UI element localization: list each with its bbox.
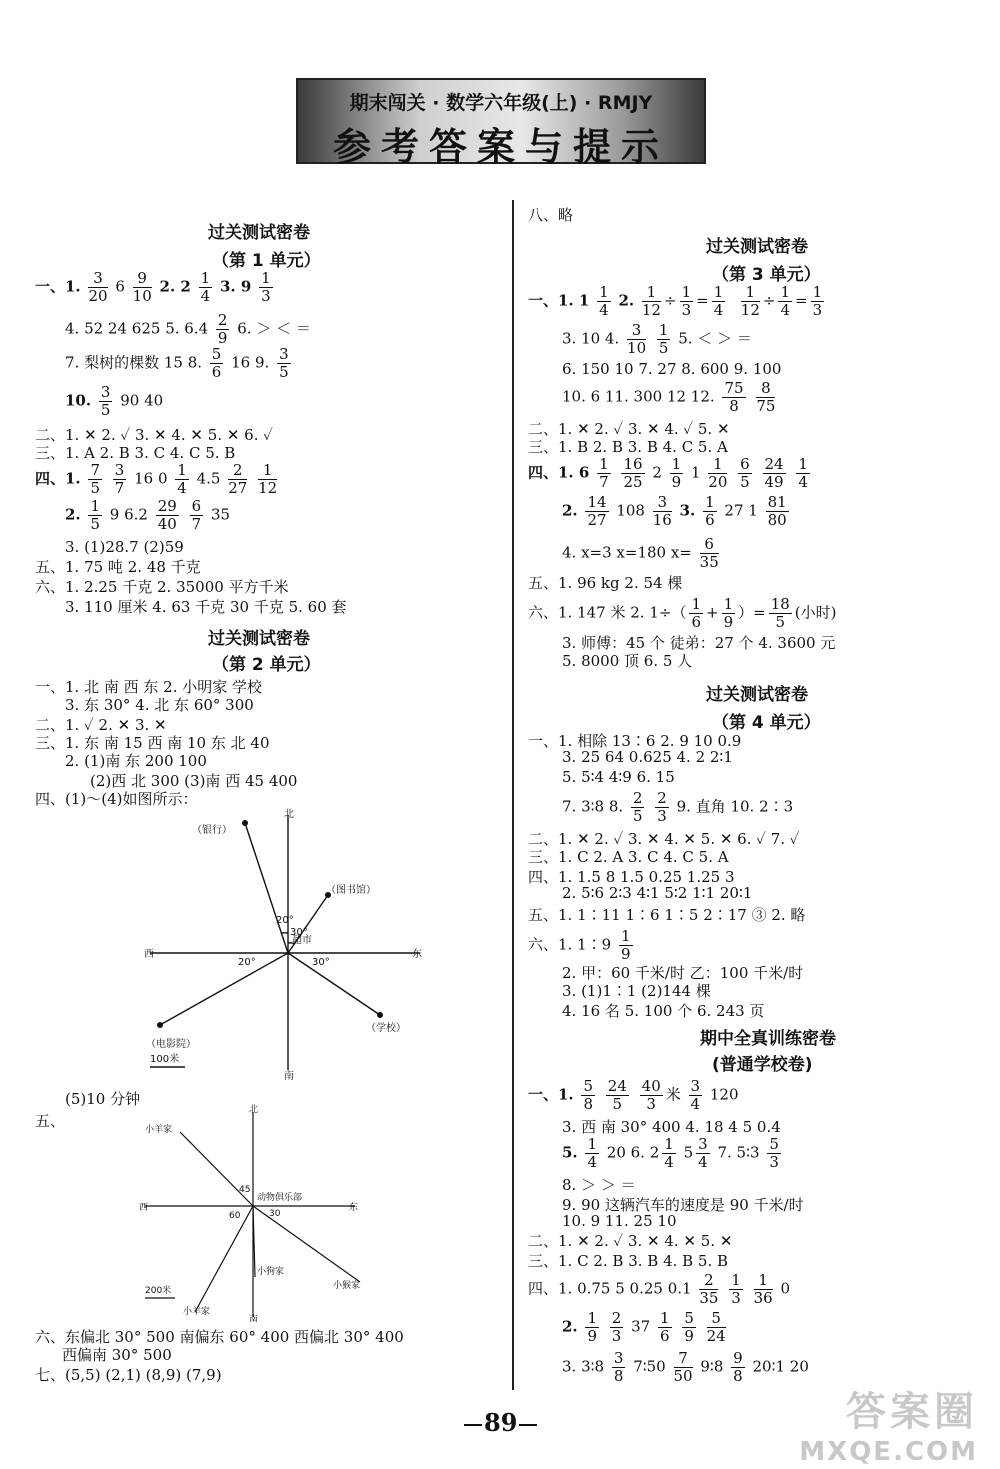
answer-text: 7∶50 bbox=[633, 1357, 666, 1376]
answer-line: 9. 90 这辆汽车的速度是 90 千米/时 bbox=[562, 1196, 804, 1214]
answer-line: 3. (1)28.7 (2)59 bbox=[65, 538, 184, 556]
answer-text: 1 bbox=[690, 463, 701, 482]
answer-text: = bbox=[795, 291, 808, 310]
fraction: $\frac{3}{4}$ bbox=[690, 1077, 701, 1113]
answer-text: 4. 52 24 625 5. 6.4 bbox=[65, 319, 209, 338]
place-label: 小羊家 bbox=[183, 1307, 211, 1317]
school-label: （学校） bbox=[366, 1023, 406, 1034]
fraction: $\frac{1}{3}$ bbox=[812, 283, 823, 319]
fraction: $\frac{2}{3}$ bbox=[611, 1309, 622, 1345]
fraction: $\frac{7}{50}$ bbox=[673, 1349, 693, 1385]
item-label: 一、1. bbox=[35, 277, 81, 296]
answer-line bbox=[528, 1272, 790, 1307]
scale-label: 200米 bbox=[145, 1286, 172, 1296]
angle-label: 45 bbox=[239, 1185, 251, 1195]
fraction: $\frac{81}{80}$ bbox=[767, 493, 787, 529]
column-divider bbox=[512, 200, 514, 1390]
fraction: $\frac{1}{12}$ bbox=[740, 283, 760, 319]
north-label: 北 bbox=[284, 809, 294, 820]
fraction: $\frac{14}{27}$ bbox=[587, 493, 607, 529]
east-label: 东 bbox=[412, 949, 422, 960]
fraction: $\frac{1}{6}$ bbox=[691, 595, 701, 631]
answer-text: 六、1. 1∶9 bbox=[528, 935, 612, 954]
bank-label: （银行） bbox=[192, 825, 232, 836]
fraction: $\frac{3}{5}$ bbox=[100, 383, 111, 419]
item-label: 2. 2 bbox=[159, 277, 191, 296]
answer-text: 7. 3∶8 8. bbox=[562, 797, 624, 816]
fraction: $\frac{18}{5}$ bbox=[770, 595, 790, 631]
answer-line: 八、略 bbox=[528, 206, 574, 224]
unit1-subtitle: （第 1 单元） bbox=[212, 251, 321, 271]
answer-line bbox=[528, 1078, 739, 1113]
answer-line: 5. 8000 顶 6. 5 人 bbox=[562, 652, 693, 670]
fraction: $\frac{6}{5}$ bbox=[740, 455, 750, 491]
fraction: $\frac{3}{5}$ bbox=[279, 345, 289, 381]
answer-text: 16 0 bbox=[134, 469, 168, 488]
fraction: $\frac{1}{20}$ bbox=[708, 455, 728, 491]
fraction: $\frac{1}{9}$ bbox=[671, 455, 682, 491]
answer-text: 27 1 bbox=[724, 501, 758, 520]
fraction: $\frac{3}{7}$ bbox=[114, 461, 125, 497]
answer-text: 9∶8 bbox=[700, 1357, 724, 1376]
fraction: $\frac{1}{36}$ bbox=[753, 1271, 773, 1307]
unit4-subtitle: （第 4 单元） bbox=[712, 713, 821, 733]
answer-line: 三、1. 东 南 15 西 南 10 东 北 40 bbox=[35, 734, 270, 752]
answer-text: 16 9. bbox=[231, 353, 270, 372]
answer-text: 10. 6 11. 300 12 12. bbox=[562, 387, 715, 406]
fraction: $\frac{75}{8}$ bbox=[724, 379, 744, 415]
answer-line: 3. (1)1∶1 (2)144 棵 bbox=[562, 982, 711, 1000]
header-banner bbox=[296, 78, 706, 169]
answer-line: 二、1. ✕ 2. ✓ 3. ✕ 4. ✕ 5. ✕ bbox=[528, 1232, 733, 1250]
answer-text: 4. x=3 x=180 x= bbox=[562, 543, 692, 562]
fraction: $\frac{1}{5}$ bbox=[90, 497, 100, 533]
answer-text: 5. ＜ ＞ ＝ bbox=[678, 329, 752, 348]
answer-line: 6. 150 10 7. 27 8. 600 9. 100 bbox=[562, 360, 782, 378]
watermark-line2: MXQE.COM bbox=[799, 1437, 978, 1467]
fraction: $\frac{1}{9}$ bbox=[723, 595, 734, 631]
item-label: 3. bbox=[679, 501, 696, 520]
answer-text: 20 6. 2 bbox=[606, 1143, 660, 1162]
answer-line: 三、1. C 2. B 3. B 4. B 5. B bbox=[528, 1252, 729, 1270]
cinema-label: （电影院） bbox=[146, 1039, 196, 1050]
answer-line: 四、1. 1.5 8 1.5 0.25 1.25 3 bbox=[528, 868, 735, 886]
answer-line: 三、1. B 2. B 3. B 4. C 5. A bbox=[528, 438, 728, 456]
answer-text: 6 bbox=[115, 277, 125, 296]
answer-text: + bbox=[706, 603, 719, 622]
answer-line: 西偏南 30° 500 bbox=[62, 1346, 172, 1364]
fraction: $\frac{1}{7}$ bbox=[599, 455, 609, 491]
supermarket-label: 超市 bbox=[292, 935, 312, 946]
answer-line: 六、1. 2.25 千克 2. 35000 平方千米 bbox=[35, 578, 289, 596]
compass-diagram-1 bbox=[140, 805, 430, 1080]
answer-text: 7. 梨树的棵数 15 8. bbox=[65, 353, 203, 372]
place-label: 小羊家 bbox=[145, 1125, 173, 1135]
fraction: $\frac{1}{4}$ bbox=[780, 283, 790, 319]
west-label: 西 bbox=[144, 949, 154, 960]
fraction: $\frac{8}{75}$ bbox=[756, 379, 776, 415]
fraction: $\frac{3}{20}$ bbox=[88, 269, 108, 305]
east-label: 东 bbox=[349, 1203, 359, 1213]
answer-line: 2. 甲：60 千米/时 乙：100 千米/时 bbox=[562, 964, 804, 982]
answer-line: 3. 西 南 30° 400 4. 18 4 5 0.4 bbox=[562, 1118, 781, 1136]
library-label: （图书馆） bbox=[326, 885, 376, 896]
fraction: $\frac{1}{3}$ bbox=[261, 269, 271, 305]
answer-text: = bbox=[696, 291, 709, 310]
answer-line: 2. 5∶6 2∶3 4∶1 5∶2 1∶1 20∶1 bbox=[562, 884, 753, 902]
answer-line: 四、(1)～(4)如图所示： bbox=[35, 790, 198, 808]
fraction: $\frac{1}{5}$ bbox=[658, 321, 669, 357]
fraction: $\frac{6}{35}$ bbox=[699, 535, 719, 571]
answer-line: 五、1. 75 吨 2. 48 千克 bbox=[35, 558, 201, 576]
fraction: $\frac{1}{3}$ bbox=[731, 1271, 741, 1307]
cinema-point bbox=[157, 1022, 163, 1028]
answer-line: 二、1. ✓ 2. ✕ 3. ✕ bbox=[35, 716, 167, 734]
midterm-title: 期中全真训练密卷 bbox=[700, 1029, 836, 1049]
answer-line bbox=[35, 270, 276, 305]
answer-text: 六、1. 147 米 2. 1÷（ bbox=[528, 603, 687, 622]
answer-line bbox=[528, 928, 636, 963]
place-label: 小狗家 bbox=[257, 1267, 285, 1277]
fraction: $\frac{5}{8}$ bbox=[583, 1077, 593, 1113]
answer-line bbox=[562, 380, 778, 415]
south-label: 南 bbox=[249, 1315, 259, 1322]
item-label: 2. bbox=[618, 291, 635, 310]
fraction: $\frac{1}{4}$ bbox=[587, 1135, 597, 1171]
fraction: $\frac{1}{4}$ bbox=[664, 1135, 674, 1171]
answer-text: 米 bbox=[665, 1085, 681, 1104]
angle-label: 20° bbox=[238, 957, 256, 968]
answer-line bbox=[65, 346, 294, 381]
item-label: 2. bbox=[562, 501, 578, 520]
fraction: $\frac{7}{5}$ bbox=[90, 461, 100, 497]
answer-line bbox=[528, 284, 827, 319]
north-label: 北 bbox=[249, 1105, 259, 1115]
angle-label: 30° bbox=[290, 927, 308, 938]
answer-line: 3. 25 64 0.625 4. 2 2∶1 bbox=[562, 748, 733, 766]
answer-line: 五、 bbox=[35, 1112, 66, 1130]
answer-line: 二、1. ✕ 2. ✓ 3. ✕ 4. ✓ 5. ✕ bbox=[528, 420, 730, 438]
item-label: 一、1. bbox=[528, 1085, 574, 1104]
angle-label: 30° bbox=[312, 957, 330, 968]
answer-text: 9. 直角 10. 2∶3 bbox=[676, 797, 794, 816]
header-subtitle: 期末闯关 · 数学六年级(上) · RMJY bbox=[349, 92, 653, 114]
item-label: 10. bbox=[65, 391, 92, 410]
page-title: 参考答案与提示 bbox=[332, 125, 669, 169]
answer-text: 108 bbox=[616, 501, 645, 520]
fraction: $\frac{3}{10}$ bbox=[627, 321, 647, 357]
answer-text: ÷ bbox=[762, 291, 776, 310]
school-point bbox=[377, 1012, 383, 1018]
fraction: $\frac{2}{5}$ bbox=[632, 789, 643, 825]
answer-line bbox=[65, 312, 311, 347]
unit3-subtitle: （第 3 单元） bbox=[712, 265, 821, 285]
bank-point bbox=[242, 820, 248, 826]
answer-text: 2 bbox=[652, 463, 662, 482]
answer-line: 10. 9 11. 25 10 bbox=[562, 1212, 677, 1230]
fraction: $\frac{1}{9}$ bbox=[587, 1309, 597, 1345]
unit2-subtitle: （第 2 单元） bbox=[212, 655, 321, 675]
answer-text: 9 6.2 bbox=[109, 505, 148, 524]
page-number: 89 bbox=[462, 1408, 539, 1437]
fraction: $\frac{1}{4}$ bbox=[177, 461, 187, 497]
fraction: $\frac{9}{10}$ bbox=[132, 269, 152, 305]
answer-text: 7. 5∶3 bbox=[717, 1143, 760, 1162]
answer-line bbox=[65, 498, 230, 533]
answer-line: 3. 东 30° 4. 北 东 60° 300 bbox=[65, 696, 254, 714]
watermark-line1: 答案圈 bbox=[846, 1389, 978, 1435]
answer-text: 3. 3∶8 bbox=[562, 1357, 605, 1376]
fraction: $\frac{3}{8}$ bbox=[613, 1349, 624, 1385]
answer-line bbox=[562, 1350, 809, 1385]
answer-line bbox=[562, 494, 792, 529]
item-label: 3. 9 bbox=[219, 277, 252, 296]
fraction: $\frac{1}{4}$ bbox=[200, 269, 211, 305]
fraction: $\frac{5}{24}$ bbox=[706, 1309, 726, 1345]
angle-label: 30 bbox=[269, 1209, 281, 1219]
fraction: $\frac{3}{16}$ bbox=[652, 493, 672, 529]
place-label: 小猴家 bbox=[333, 1281, 361, 1291]
answer-text: 5 bbox=[683, 1143, 694, 1162]
unit4-title: 过关测试密卷 bbox=[706, 685, 808, 705]
answer-line: 七、(5,5) (2,1) (8,9) (7,9) bbox=[35, 1366, 222, 1384]
answer-line bbox=[562, 790, 793, 825]
answer-text: 6. ＞ ＜ ＝ bbox=[237, 319, 311, 338]
answer-line: 六、东偏北 30° 500 南偏东 60° 400 西偏北 30° 400 bbox=[35, 1328, 404, 1346]
fraction: $\frac{1}{4}$ bbox=[798, 455, 808, 491]
item-label: 5. bbox=[562, 1143, 578, 1162]
unit3-title: 过关测试密卷 bbox=[706, 237, 808, 257]
answer-text: 90 40 bbox=[120, 391, 164, 410]
fraction: $\frac{1}{12}$ bbox=[258, 461, 278, 497]
item-label: 四、1. 6 bbox=[528, 463, 590, 482]
answer-text: 37 bbox=[631, 1317, 651, 1336]
fraction: $\frac{40}{3}$ bbox=[641, 1077, 661, 1113]
answer-line: 3. 师傅：45 个 徒弟：27 个 4. 3600 元 bbox=[562, 634, 836, 652]
answer-line bbox=[562, 1310, 729, 1345]
answer-line: (2)西 北 300 (3)南 西 45 400 bbox=[90, 772, 298, 790]
fraction: $\frac{1}{3}$ bbox=[681, 283, 692, 319]
answer-line: 2. (1)南 东 200 100 bbox=[65, 752, 207, 770]
answer-line bbox=[562, 1136, 784, 1171]
fraction: $\frac{1}{4}$ bbox=[713, 283, 724, 319]
west-label: 西 bbox=[139, 1203, 149, 1213]
item-label: 一、1. 1 bbox=[528, 291, 590, 310]
answer-text: 120 bbox=[709, 1085, 739, 1104]
fraction: $\frac{24}{5}$ bbox=[607, 1077, 627, 1113]
answer-text: 35 bbox=[210, 505, 231, 524]
fraction: $\frac{29}{40}$ bbox=[157, 497, 177, 533]
answer-line: 五、1. 1∶11 1∶6 1∶5 2∶17 ③ 2. 略 bbox=[528, 906, 806, 924]
unit1-title: 过关测试密卷 bbox=[208, 223, 310, 243]
answer-text: ÷ bbox=[663, 291, 677, 310]
fraction: $\frac{1}{4}$ bbox=[599, 283, 609, 319]
fraction: $\frac{5}{9}$ bbox=[684, 1309, 694, 1345]
answer-line: 8. ＞ ＞ ＝ bbox=[562, 1176, 636, 1194]
fraction: $\frac{1}{12}$ bbox=[641, 283, 661, 319]
watermark bbox=[799, 1380, 978, 1467]
compass-diagram-2 bbox=[135, 1102, 375, 1322]
item-label: 2. bbox=[65, 505, 81, 524]
fraction: $\frac{2}{3}$ bbox=[657, 789, 667, 825]
answer-text: 4.5 bbox=[196, 469, 221, 488]
answer-line: 3. 110 厘米 4. 63 千克 30 千克 5. 60 套 bbox=[65, 598, 347, 616]
answer-line bbox=[528, 456, 813, 491]
answer-line: 一、1. 北 南 西 东 2. 小明家 学校 bbox=[35, 678, 263, 696]
answer-text: ）= bbox=[738, 603, 766, 622]
answer-text: 四、1. 0.75 5 0.25 0.1 bbox=[528, 1279, 692, 1298]
fraction: $\frac{5}{3}$ bbox=[769, 1135, 779, 1171]
fraction: $\frac{1}{6}$ bbox=[705, 493, 715, 529]
answer-text: 0 bbox=[780, 1279, 790, 1298]
answer-line bbox=[562, 536, 722, 571]
answer-line: 二、1. ✕ 2. ✓ 3. ✕ 4. ✕ 5. ✕ 6. ✓ 7. ✓ bbox=[528, 830, 800, 848]
answer-text: (小时) bbox=[794, 603, 837, 622]
center-label: 动物俱乐部 bbox=[257, 1193, 303, 1203]
answer-text: 20∶1 20 bbox=[752, 1357, 809, 1376]
fraction: $\frac{2}{35}$ bbox=[699, 1271, 719, 1307]
answer-line bbox=[65, 384, 163, 419]
answer-line: 二、1. ✕ 2. ✓ 3. ✕ 4. ✕ 5. ✕ 6. ✓ bbox=[35, 426, 273, 444]
answer-text: 3. 10 4. bbox=[562, 329, 620, 348]
answer-line: 三、1. A 2. B 3. C 4. C 5. B bbox=[35, 444, 236, 462]
fraction: $\frac{2}{9}$ bbox=[217, 311, 228, 347]
fraction: $\frac{3}{4}$ bbox=[698, 1135, 708, 1171]
fraction: $\frac{16}{25}$ bbox=[623, 455, 643, 491]
answer-line bbox=[528, 596, 837, 631]
fraction: $\frac{24}{49}$ bbox=[764, 455, 784, 491]
answer-line bbox=[562, 322, 752, 357]
fraction: $\frac{6}{7}$ bbox=[191, 497, 202, 533]
answer-line bbox=[35, 462, 280, 497]
fraction: $\frac{9}{8}$ bbox=[733, 1349, 743, 1385]
unit2-title: 过关测试密卷 bbox=[208, 629, 310, 649]
midterm-subtitle: (普通学校卷) bbox=[712, 1055, 813, 1075]
answer-line: (5)10 分钟 bbox=[65, 1090, 141, 1108]
fraction: $\frac{5}{6}$ bbox=[211, 345, 222, 381]
angle-label: 20° bbox=[276, 915, 294, 926]
answer-line: 五、1. 96 kg 2. 54 棵 bbox=[528, 574, 683, 592]
item-label: 四、1. bbox=[35, 469, 81, 488]
answer-line: 三、1. C 2. A 3. C 4. C 5. A bbox=[528, 848, 729, 866]
scale-label: 100米 bbox=[150, 1054, 180, 1065]
fraction: $\frac{2}{27}$ bbox=[228, 461, 248, 497]
fraction: $\frac{1}{9}$ bbox=[620, 927, 631, 963]
south-label: 南 bbox=[284, 1071, 294, 1080]
fraction: $\frac{1}{6}$ bbox=[659, 1309, 670, 1345]
answer-line: 4. 16 名 5. 100 个 6. 243 页 bbox=[562, 1002, 765, 1020]
answer-line: 5. 5∶4 4∶9 6. 15 bbox=[562, 768, 675, 786]
angle-label: 60 bbox=[229, 1211, 241, 1221]
answer-line: 一、1. 相除 13∶6 2. 9 10 0.9 bbox=[528, 732, 742, 750]
item-label: 2. bbox=[562, 1317, 578, 1336]
